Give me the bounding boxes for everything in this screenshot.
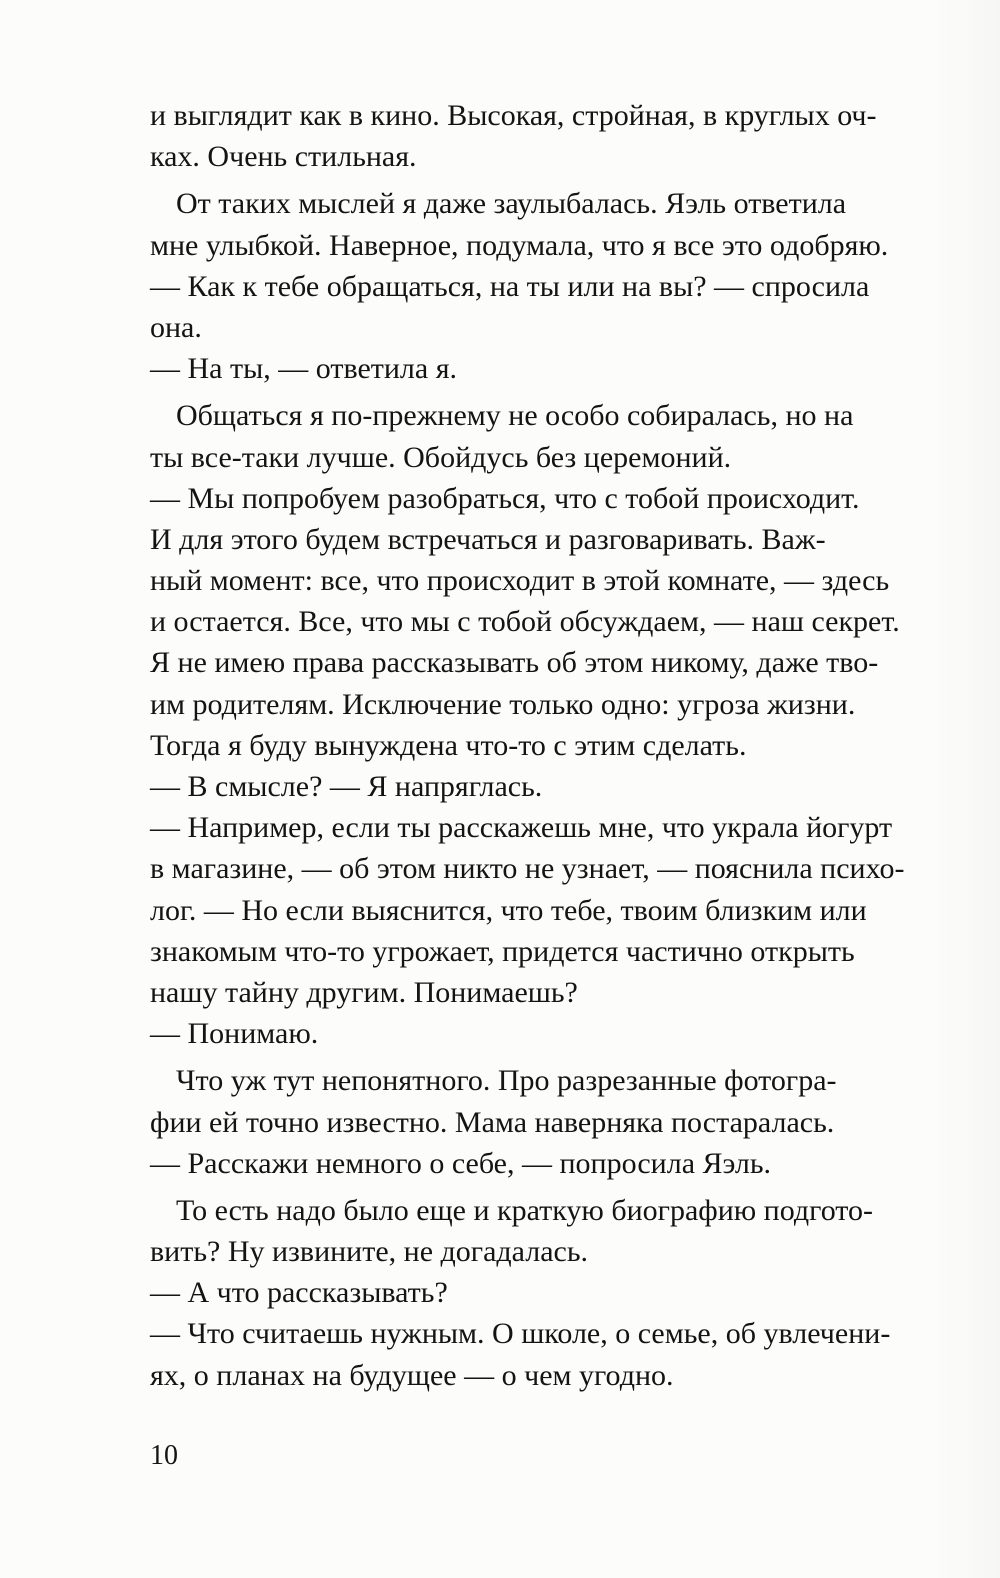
text-line: нашу тайну другим. Понимаешь? bbox=[150, 975, 578, 1009]
text-line: в магазине, — об этом никто не узнает, — пояснила психо- bbox=[150, 852, 905, 886]
text-line: — Расскажи немного о себе, — попросила Яэль. bbox=[150, 1146, 772, 1180]
text-line: — Мы попробуем разобраться, что с тобой происходит. bbox=[150, 481, 860, 515]
text-line: им родителям. Исключение только одно: угроза жизни. bbox=[150, 687, 856, 721]
text-line: она. bbox=[150, 310, 202, 344]
text-line: Общаться я по-прежнему не особо собиралась, но на bbox=[176, 399, 854, 433]
text-line: От таких мыслей я даже заулыбалась. Яэль ответила bbox=[176, 187, 847, 221]
page-number: 10 bbox=[150, 1440, 178, 1471]
text-line: ях, о планах на будущее — о чем угодно. bbox=[150, 1358, 674, 1392]
text-line: и остается. Все, что мы с тобой обсуждаем, — наш секрет. bbox=[150, 605, 900, 639]
text-line: вить? Ну извините, не догадалась. bbox=[150, 1235, 589, 1269]
text-line: фии ей точно известно. Мама наверняка постаралась. bbox=[150, 1105, 835, 1139]
text-line: И для этого будем встречаться и разговаривать. Важ- bbox=[150, 522, 826, 556]
text-line: — Например, если ты расскажешь мне, что украла йогурт bbox=[150, 811, 893, 845]
text-line: ный момент: все, что происходит в этой комнате, — здесь bbox=[150, 564, 890, 598]
text-line: лог. — Но если выяснится, что тебе, твоим близким или bbox=[150, 893, 867, 927]
text-line: — На ты, — ответила я. bbox=[150, 352, 458, 386]
text-line: — Понимаю. bbox=[150, 1017, 319, 1051]
text-line: — А что рассказывать? bbox=[150, 1276, 448, 1310]
text-line: Я не имею права рассказывать об этом никому, даже тво- bbox=[150, 646, 879, 680]
text-line: — Как к тебе обращаться, на ты или на вы? — спросила bbox=[150, 269, 870, 303]
text-line: мне улыбкой. Наверное, подумала, что я все это одобряю. bbox=[150, 228, 889, 262]
text-line: ты все-таки лучше. Обойдусь без церемоний. bbox=[150, 440, 732, 474]
text-line: — В смысле? — Я напряглась. bbox=[150, 770, 543, 803]
text-line: ках. Очень стильная. bbox=[150, 140, 417, 174]
text-line: Что уж тут непонятного. Про разрезанные фотогра- bbox=[176, 1064, 837, 1098]
body-text bbox=[150, 95, 950, 1396]
text-line: знакомым что-то угрожает, придется частично открыть bbox=[150, 934, 855, 968]
text-line: Тогда я буду вынуждена что-то с этим сделать. bbox=[150, 728, 747, 762]
text-line: и выглядит как в кино. Высокая, стройная, в круглых оч- bbox=[150, 99, 877, 132]
text-line: — Что считаешь нужным. О школе, о семье, об увлечени- bbox=[150, 1317, 891, 1351]
text-line: То есть надо было еще и краткую биографию подгото- bbox=[176, 1193, 874, 1227]
